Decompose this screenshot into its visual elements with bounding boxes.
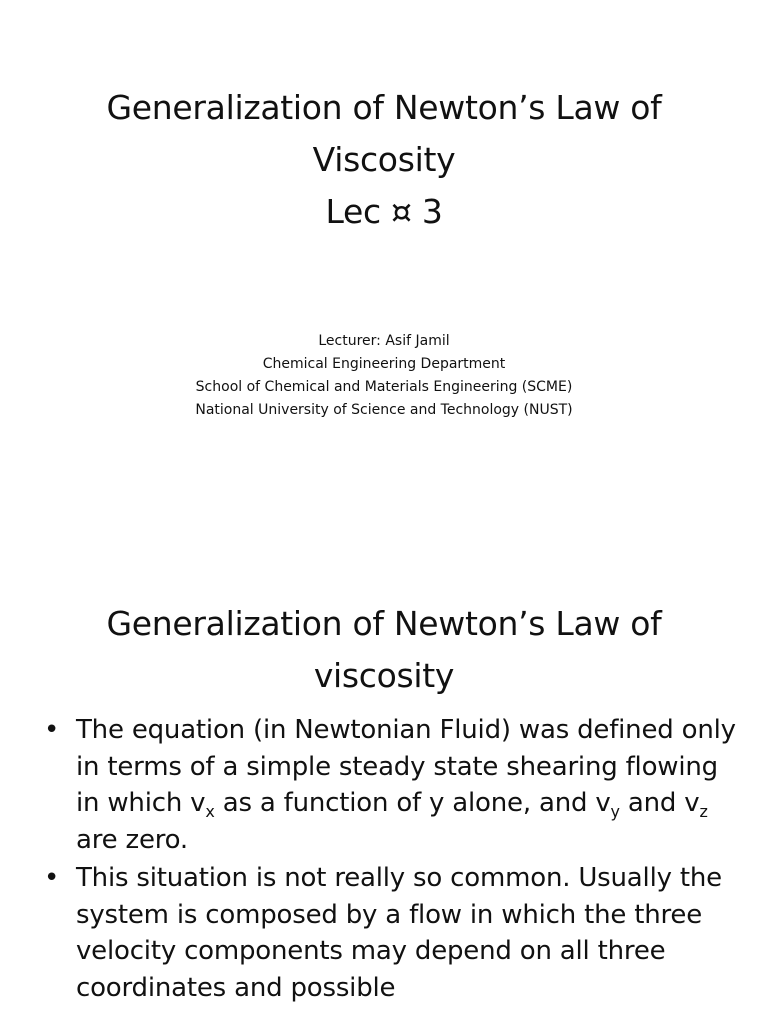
title-line: Generalization of Newton’s Law of [106,604,662,643]
lecturer-info [0,330,768,422]
bullet-text: The equation (in Newtonian Fluid) was defined only in terms of a simple steady state shearing flowing in which v [76,715,736,818]
slide-title [0,82,768,238]
bullet-icon: • [44,715,60,745]
title-line: viscosity [313,656,455,695]
lecturer-name: Lecturer: Asif Jamil [318,333,450,349]
subscript: y [610,802,620,821]
bullet-item [44,860,744,1006]
content-slide [0,512,768,1024]
bullet-icon: • [44,863,60,893]
title-line: Generalization of Newton’s Law of [106,88,662,127]
bullet-text: are zero. [76,824,188,855]
slide-title [0,598,768,702]
bullet-text: This situation is not really so common. Usually the system is composed by a flow in which the three velocity components may depend on all three coordinates and possible [76,863,722,1003]
bullet-text: as a function of y alone, and v [214,788,611,818]
title-line: Viscosity [312,140,456,179]
school: School of Chemical and Materials Engineering (SCME) [195,379,573,395]
bullet-item [44,712,744,858]
bullet-text: and v [619,788,700,818]
subscript: z [699,802,708,821]
bullet-list [44,712,744,1008]
university: National University of Science and Technology (NUST) [195,402,573,418]
title-line: Lec ¤ 3 [325,192,443,231]
department: Chemical Engineering Department [262,356,506,372]
subscript: x [205,802,215,821]
